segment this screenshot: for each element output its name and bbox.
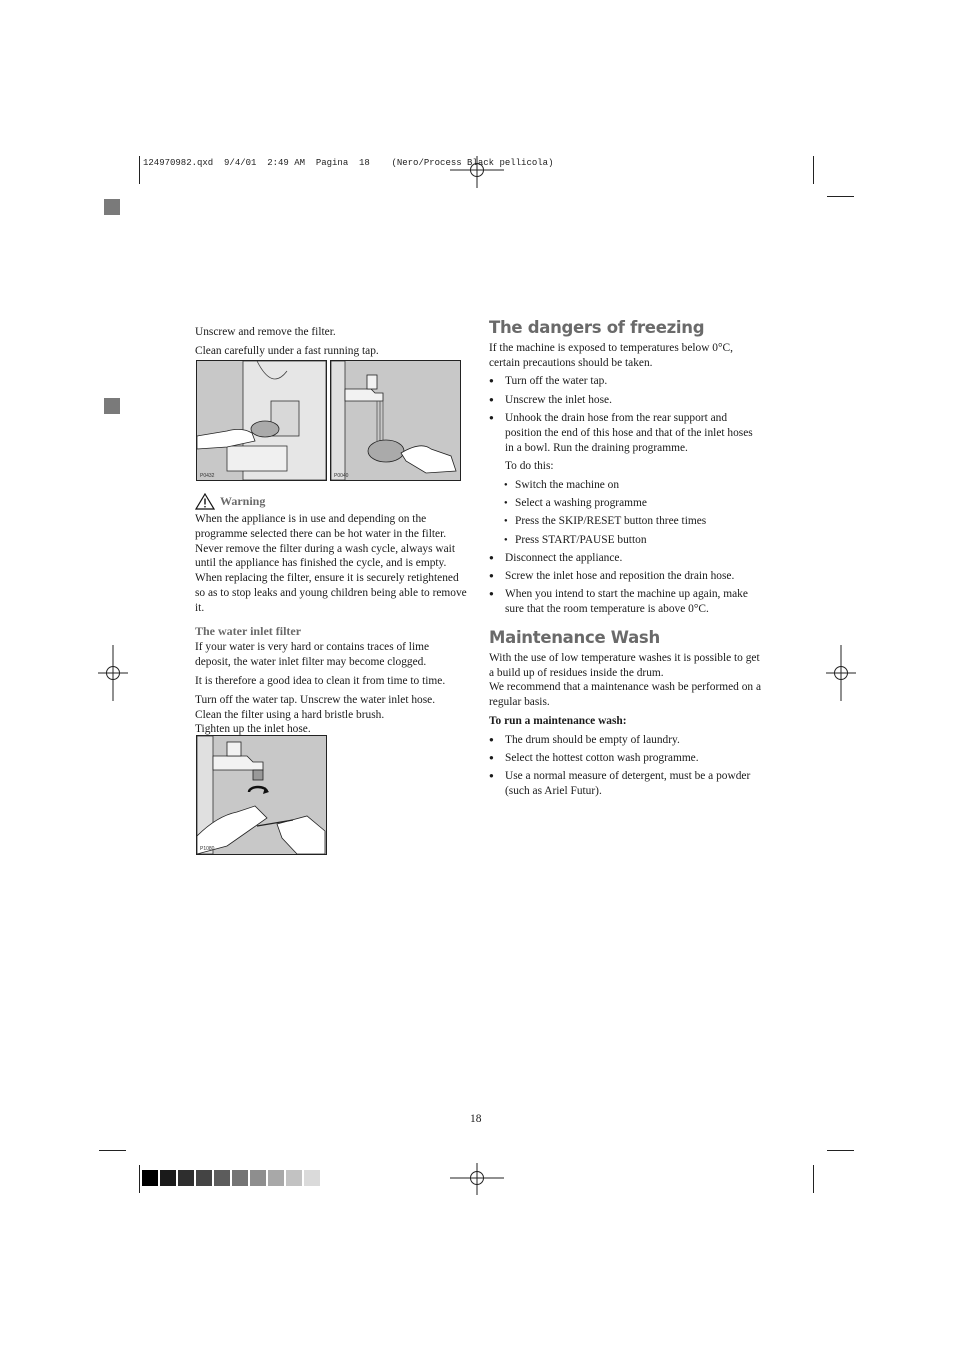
figure-code: P1080 bbox=[200, 846, 215, 852]
registration-mark-top bbox=[450, 156, 504, 188]
water-filter-steps bbox=[195, 693, 467, 737]
list-item: ● Turn off the water tap. bbox=[489, 374, 764, 389]
warning-text: When the appliance is in use and depending on the programme selected there can be hot water in the filter. Never remove the filter during a wash cycle, always wait until the appliance has finished the cycle, and is empty. When replacing the filter, ensure it is securely retightened so as to stop leaks and young children being able to remove it. bbox=[195, 513, 467, 614]
list-item: ● Use a normal measure of detergent, must be a powder (such as Ariel Futur). bbox=[489, 769, 764, 799]
color-swatch bbox=[250, 1170, 266, 1186]
intro-line-2: Clean carefully under a fast running tap. bbox=[195, 344, 379, 357]
color-swatch bbox=[196, 1170, 212, 1186]
filter-removal-illustration bbox=[197, 361, 326, 480]
color-swatch bbox=[178, 1170, 194, 1186]
color-swatch bbox=[142, 1170, 158, 1186]
maintenance-steps-list bbox=[489, 733, 764, 799]
list-item: ● Switch the machine on bbox=[489, 478, 764, 493]
list-item: ● Select the hottest cotton wash programme. bbox=[489, 751, 764, 766]
list-item: ● Unscrew the inlet hose. bbox=[489, 393, 764, 408]
tab-square-top bbox=[104, 199, 120, 215]
tab-square-middle bbox=[104, 398, 120, 414]
run-maintenance-label: To run a maintenance wash: bbox=[489, 715, 627, 728]
list-item: ● Press the SKIP/RESET button three times bbox=[489, 514, 764, 529]
brush-cleaning-illustration bbox=[197, 736, 326, 854]
step-line: Tighten up the inlet hose. bbox=[195, 723, 311, 736]
draining-substeps-list bbox=[489, 478, 764, 548]
color-swatch bbox=[304, 1170, 320, 1186]
intro-line: We recommend that a maintenance wash be performed on a regular basis. bbox=[489, 681, 762, 709]
list-item: ● Select a washing programme bbox=[489, 496, 764, 511]
freezing-intro: If the machine is exposed to temperatures below 0°C, certain precautions should be taken. bbox=[489, 341, 734, 369]
left-column-lower bbox=[195, 491, 467, 737]
freezing-steps-list bbox=[489, 374, 764, 455]
warning-heading bbox=[195, 493, 467, 510]
maintenance-wash-heading: Maintenance Wash bbox=[489, 628, 660, 648]
color-swatch bbox=[160, 1170, 176, 1186]
color-swatch bbox=[214, 1170, 230, 1186]
intro-line-1: Unscrew and remove the filter. bbox=[195, 326, 336, 338]
water-filter-p2: It is therefore a good idea to clean it from time to time. bbox=[195, 674, 446, 687]
list-item: ● The drum should be empty of laundry. bbox=[489, 733, 764, 748]
figure-code: P0432 bbox=[200, 473, 215, 479]
registration-mark-left bbox=[98, 645, 128, 701]
tap-rinse-illustration bbox=[331, 361, 460, 480]
step-line: Clean the filter using a hard bristle brush. bbox=[195, 708, 385, 721]
freezing-final-steps-list bbox=[489, 551, 764, 617]
left-column bbox=[195, 325, 467, 361]
list-item: ● Press START/PAUSE button bbox=[489, 533, 764, 548]
registration-mark-right bbox=[826, 645, 856, 701]
color-swatch bbox=[268, 1170, 284, 1186]
figure-filter-removal bbox=[196, 360, 327, 481]
warning-triangle-icon bbox=[195, 493, 215, 510]
color-swatch bbox=[232, 1170, 248, 1186]
warning-title: Warning bbox=[220, 494, 266, 509]
registration-mark-bottom bbox=[450, 1163, 504, 1195]
list-item: ● When you intend to start the machine up again, make sure that the room temperature is above 0°C. bbox=[489, 587, 764, 617]
printer-slug: 124970982.qxd 9/4/01 2:49 AM Pagina 18 (Nero/Process Black pellicola) bbox=[143, 158, 554, 168]
list-item: ● Unhook the drain hose from the rear support and position the end of this hose and that of the inlet hoses in a bowl. Run the draining programme. bbox=[489, 411, 764, 455]
list-item: ● Disconnect the appliance. bbox=[489, 551, 764, 566]
water-inlet-filter-heading: The water inlet filter bbox=[195, 623, 302, 638]
freezing-heading: The dangers of freezing bbox=[489, 318, 705, 337]
page-number: 18 bbox=[470, 1113, 482, 1125]
step-line: Turn off the water tap. Unscrew the water inlet hose. bbox=[195, 693, 436, 706]
figure-code: P0040 bbox=[334, 473, 349, 479]
color-swatch bbox=[286, 1170, 302, 1186]
list-item: ● Screw the inlet hose and reposition the drain hose. bbox=[489, 569, 764, 584]
intro-line: With the use of low temperature washes it is possible to get a build up of residues inside the drum. bbox=[489, 651, 760, 679]
maintenance-intro bbox=[489, 651, 764, 710]
figure-filter-rinse bbox=[330, 360, 461, 481]
figure-inlet-filter-brush bbox=[196, 735, 327, 855]
to-do-this-label: To do this: bbox=[505, 459, 554, 472]
water-filter-p1: If your water is very hard or contains traces of lime deposit, the water inlet filter may become clogged. bbox=[195, 641, 430, 669]
right-column bbox=[489, 318, 764, 803]
